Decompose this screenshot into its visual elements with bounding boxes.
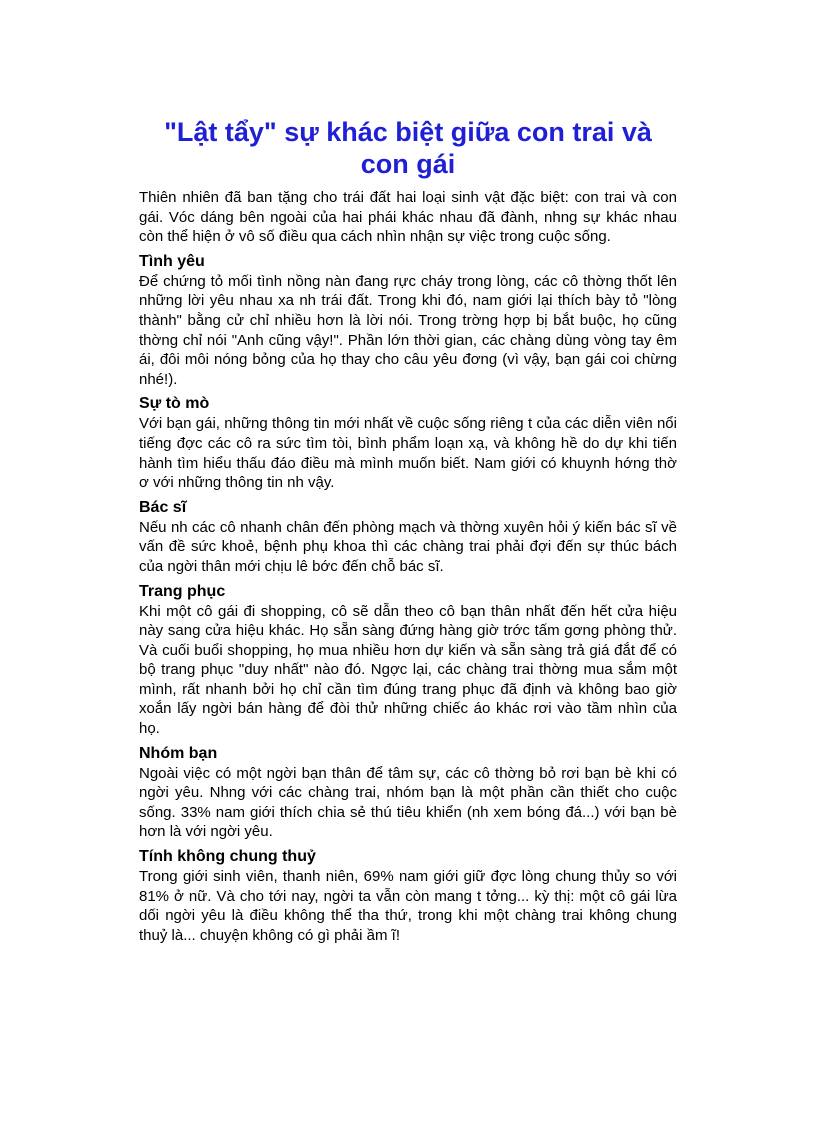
section-body-su-to-mo: Với bạn gái, những thông tin mới nhất về cuộc sống riêng t của các diễn viên nổi tiếng đợc các cô ra sức tìm tòi, bình phẩm loạn xạ, và không hề do dự khi tiến hành tìm hiểu thấu đáo điều mà mình muốn biết. Nam giới có khuynh hớng thờ ơ với những thông tin nh vậy.	[139, 415, 677, 492]
article	[139, 116, 677, 945]
section-body-bac-si: Nếu nh các cô nhanh chân đến phòng mạch và thờng xuyên hỏi ý kiến bác sĩ về vấn đề sức khoẻ, bệnh phụ khoa thì các chàng trai phải đợi đến sự thúc bách của ngời thân mới chịu lê bớc đến chỗ bác sĩ.	[139, 518, 677, 575]
section-heading-nhom-ban: Nhóm bạn	[139, 744, 218, 762]
section-body-tinh-khong-chung-thuy: Trong giới sinh viên, thanh niên, 69% nam giới giữ đợc lòng chung thủy so với 81% ở nữ. Và cho tới nay, ngời ta vẫn còn mang t tởng... kỳ thị: một cô gái lừa dối ngời yêu là điều không thể tha thứ, trong khi một chàng trai không chung thuỷ là... chuyện không có gì phải ầm ĩ!	[139, 868, 677, 944]
section-body-nhom-ban: Ngoài việc có một ngời bạn thân để tâm sự, các cô thờng bỏ rơi bạn bè khi có ngời yêu. Nhng với các chàng trai, nhóm bạn là một phần cần thiết cho cuộc sống. 33% nam giới thích chia sẻ thú tiêu khiển (nh xem bóng đá...) với bạn bè hơn là với ngời yêu.	[139, 764, 677, 841]
article-title: "Lật tẩy" sự khác biệt giữa con trai và con gái	[164, 117, 652, 179]
section-heading-tinh-yeu: Tình yêu	[139, 252, 205, 270]
section-body-trang-phuc: Khi một cô gái đi shopping, cô sẽ dẫn theo cô bạn thân nhất đến hết cửa hiệu này sang cửa hiệu khác. Họ sẵn sàng đứng hàng giờ trớc tấm gơng phòng thử. Và cuối buổi shopping, họ mua nhiều hơn dự kiến và sẵn sàng trả giá đắt để có bộ trang phục "duy nhất" nào đó. Ngợc lại, các chàng trai thờng mua sắm một mình, rất nhanh bởi họ chỉ cần tìm đúng trang phục đã định và không bao giờ xoắn lấy ngời bán hàng để đòi thử những chiếc áo khác rơi vào tầm nhìn của họ.	[139, 602, 677, 738]
section-heading-trang-phuc: Trang phục	[139, 582, 226, 600]
intro-paragraph: Thiên nhiên đã ban tặng cho trái đất hai loại sinh vật đặc biệt: con trai và con gái. Vóc dáng bên ngoài của hai phái khác nhau đã đành, nhng sự khác nhau còn thể hiện ở vô số điều qua cách nhìn nhận sự việc trong cuộc sống.	[139, 189, 677, 246]
section-heading-su-to-mo: Sự tò mò	[139, 395, 210, 413]
section-heading-bac-si: Bác sĩ	[139, 498, 187, 516]
section-body-tinh-yeu: Để chứng tỏ mối tình nồng nàn đang rực cháy trong lòng, các cô thờng thốt lên những lời yêu nhau xa nh trái đất. Trong khi đó, nam giới lại thích bày tỏ "lòng thành" bằng cử chỉ nhiều hơn là lời nói. Trong trờng hợp bị bắt buộc, họ cũng thờng chỉ nói "Anh cũng vậy!". Phần lớn thời gian, các chàng dùng vòng tay êm ái, đôi môi nóng bỏng của họ thay cho câu yêu đơng (vì vậy, bạn gái coi chừng nhé!).	[139, 272, 677, 388]
section-heading-tinh-khong-chung-thuy: Tính không chung thuỷ	[139, 848, 316, 866]
